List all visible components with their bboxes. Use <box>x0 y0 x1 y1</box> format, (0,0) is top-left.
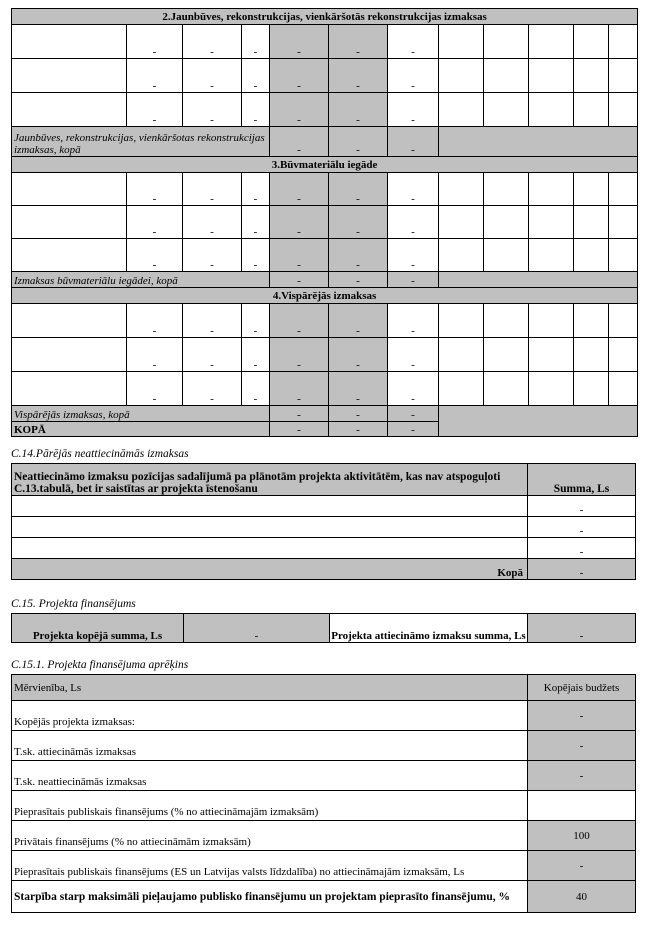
c151-diff-value: 40 <box>528 881 636 913</box>
item-name-cell[interactable] <box>12 173 127 206</box>
value-cell[interactable] <box>574 206 609 239</box>
value-cell[interactable]: - <box>242 93 270 127</box>
c151-row-label: T.sk. attiecināmās izmaksas <box>12 731 528 761</box>
value-cell: - <box>270 25 329 59</box>
blank-cell <box>439 406 638 437</box>
section-total-value: - <box>270 127 329 157</box>
section-total-value: - <box>270 272 329 288</box>
c15-eligible-value: - <box>528 614 636 643</box>
item-name-cell[interactable] <box>12 304 127 338</box>
c151-row <box>12 821 636 851</box>
value-cell[interactable]: - <box>183 239 242 272</box>
section-total-value: - <box>388 127 439 157</box>
value-cell: - <box>329 338 388 372</box>
section-title: 2.Jaunbūves, rekonstrukcijas, vienkāršotās rekonstrukcijas izmaksas <box>12 9 638 25</box>
blank-cell <box>439 127 638 157</box>
value-cell[interactable] <box>439 372 484 406</box>
value-cell[interactable]: - <box>388 206 439 239</box>
value-cell: - <box>329 25 388 59</box>
c14-sum-cell[interactable]: - <box>528 538 636 559</box>
c14-header-desc: Neattiecināmo izmaksu pozīcijas sadalījumā pa plānotām projekta aktivitātēm, kas nav atspoguļoti C.13.tabulā, bet ir saistītas ar projekta īstenošanu <box>12 464 528 496</box>
value-cell[interactable]: - <box>242 206 270 239</box>
item-name-cell[interactable] <box>12 239 127 272</box>
c15-total-value: - <box>184 614 330 643</box>
value-cell[interactable] <box>574 59 609 93</box>
c14-desc-cell[interactable] <box>12 496 528 517</box>
value-cell: - <box>329 239 388 272</box>
value-cell[interactable]: - <box>242 239 270 272</box>
c14-total-value: - <box>528 559 636 580</box>
value-cell[interactable]: - <box>242 372 270 406</box>
value-cell: - <box>270 372 329 406</box>
value-cell[interactable]: - <box>183 59 242 93</box>
c151-row <box>12 731 636 761</box>
value-cell[interactable] <box>609 93 638 127</box>
value-cell[interactable] <box>439 173 484 206</box>
value-cell[interactable] <box>484 25 529 59</box>
section-total-value: - <box>270 406 329 422</box>
value-cell[interactable] <box>609 239 638 272</box>
section-total-label: Izmaksas būvmateriālu iegādei, kopā <box>12 272 270 288</box>
value-cell[interactable]: - <box>183 338 242 372</box>
c151-row-label: Pieprasītais publiskais finansējums (% no attiecināmajām izmaksām) <box>12 791 528 821</box>
item-name-cell[interactable] <box>12 372 127 406</box>
section-title: 3.Būvmateriālu iegāde <box>12 157 638 173</box>
value-cell[interactable]: - <box>127 93 183 127</box>
c151-row-label: Pieprasītais publiskais finansējums (ES un Latvijas valsts līdzdalība) no attiecināmajām izmaksām, Ls <box>12 851 528 881</box>
cost-table <box>11 8 638 437</box>
section-total-label: Vispārējās izmaksas, kopā <box>12 406 270 422</box>
value-cell[interactable] <box>529 93 574 127</box>
value-cell[interactable] <box>484 93 529 127</box>
section-total-label: Jaunbūves, rekonstrukcijas, vienkāršotas rekonstrukcijas izmaksas, kopā <box>12 127 270 157</box>
value-cell[interactable]: - <box>183 372 242 406</box>
value-cell: - <box>329 304 388 338</box>
table-row <box>12 304 638 338</box>
value-cell[interactable]: - <box>127 173 183 206</box>
value-cell[interactable] <box>609 304 638 338</box>
value-cell[interactable]: - <box>242 173 270 206</box>
value-cell[interactable] <box>574 304 609 338</box>
table-row <box>12 173 638 206</box>
table-row <box>12 93 638 127</box>
table-row <box>12 25 638 59</box>
value-cell[interactable]: - <box>388 173 439 206</box>
table-row <box>12 338 638 372</box>
item-name-cell[interactable] <box>12 338 127 372</box>
c151-row-value[interactable]: 100 <box>528 821 636 851</box>
value-cell: - <box>329 206 388 239</box>
value-cell[interactable]: - <box>388 59 439 93</box>
c151-row <box>12 761 636 791</box>
value-cell[interactable] <box>609 338 638 372</box>
value-cell[interactable]: - <box>242 338 270 372</box>
value-cell: - <box>270 338 329 372</box>
value-cell[interactable]: - <box>388 239 439 272</box>
value-cell[interactable] <box>574 372 609 406</box>
c15-caption: C.15. Projekta finansējums <box>11 598 136 610</box>
value-cell[interactable] <box>439 25 484 59</box>
value-cell: - <box>270 59 329 93</box>
value-cell[interactable] <box>484 59 529 93</box>
value-cell[interactable]: - <box>183 304 242 338</box>
section-total-value: - <box>388 272 439 288</box>
value-cell[interactable] <box>439 239 484 272</box>
c14-sum-cell[interactable]: - <box>528 496 636 517</box>
value-cell[interactable]: - <box>388 338 439 372</box>
c14-desc-cell[interactable] <box>12 517 528 538</box>
value-cell[interactable]: - <box>127 372 183 406</box>
c14-header-sum: Summa, Ls <box>528 464 636 496</box>
value-cell[interactable] <box>574 25 609 59</box>
value-cell[interactable] <box>439 206 484 239</box>
section-total-value: - <box>329 272 388 288</box>
value-cell[interactable] <box>439 338 484 372</box>
item-name-cell[interactable] <box>12 93 127 127</box>
value-cell[interactable]: - <box>388 304 439 338</box>
c151-row <box>12 851 636 881</box>
c14-table <box>11 463 636 580</box>
c151-row-value[interactable]: - <box>528 731 636 761</box>
section-title: 4.Vispārējās izmaksas <box>12 288 638 304</box>
blank-cell <box>439 272 638 288</box>
value-cell[interactable] <box>574 239 609 272</box>
value-cell[interactable] <box>574 173 609 206</box>
value-cell[interactable] <box>609 372 638 406</box>
c151-row-value[interactable]: - <box>528 761 636 791</box>
c151-row-value[interactable]: - <box>528 851 636 881</box>
value-cell[interactable] <box>609 25 638 59</box>
value-cell[interactable] <box>484 206 529 239</box>
c151-caption: C.15.1. Projekta finansējuma aprēķins <box>11 659 189 671</box>
value-cell[interactable]: - <box>388 372 439 406</box>
value-cell[interactable]: - <box>183 173 242 206</box>
value-cell[interactable]: - <box>183 93 242 127</box>
grand-total-label: KOPĀ <box>12 422 270 437</box>
c151-row-label: T.sk. neattiecināmās izmaksas <box>12 761 528 791</box>
value-cell: - <box>329 173 388 206</box>
c151-row-label: Kopējās projekta izmaksas: <box>12 701 528 731</box>
c151-unit-label: Mērvienība, Ls <box>12 675 528 701</box>
table-row <box>12 372 638 406</box>
value-cell: - <box>329 372 388 406</box>
section-total-value: - <box>329 127 388 157</box>
value-cell[interactable]: - <box>183 206 242 239</box>
value-cell[interactable] <box>529 338 574 372</box>
c151-row-value[interactable] <box>528 791 636 821</box>
value-cell[interactable]: - <box>127 304 183 338</box>
value-cell[interactable] <box>529 59 574 93</box>
value-cell: - <box>270 173 329 206</box>
value-cell[interactable] <box>439 304 484 338</box>
c151-table <box>11 674 636 913</box>
value-cell[interactable] <box>484 173 529 206</box>
value-cell[interactable] <box>529 173 574 206</box>
c151-row-value[interactable]: - <box>528 701 636 731</box>
grand-total-value: - <box>388 422 439 437</box>
c14-caption: C.14.Pārējās neattiecināmās izmaksas <box>11 448 189 460</box>
value-cell[interactable] <box>484 372 529 406</box>
item-name-cell[interactable] <box>12 25 127 59</box>
value-cell[interactable]: - <box>388 93 439 127</box>
value-cell[interactable]: - <box>127 59 183 93</box>
value-cell[interactable] <box>529 25 574 59</box>
value-cell[interactable] <box>484 304 529 338</box>
c15-eligible-label: Projekta attiecināmo izmaksu summa, Ls <box>330 614 528 643</box>
table-row <box>12 239 638 272</box>
value-cell[interactable] <box>574 338 609 372</box>
c151-row <box>12 701 636 731</box>
grand-total-value: - <box>329 422 388 437</box>
value-cell[interactable]: - <box>127 206 183 239</box>
value-cell: - <box>329 59 388 93</box>
value-cell[interactable]: - <box>388 25 439 59</box>
c151-row-label: Privātais finansējums (% no attiecināmām izmaksām) <box>12 821 528 851</box>
value-cell[interactable] <box>529 239 574 272</box>
value-cell[interactable]: - <box>242 59 270 93</box>
value-cell[interactable]: - <box>183 25 242 59</box>
cost-table-body <box>12 9 638 437</box>
value-cell[interactable] <box>609 206 638 239</box>
value-cell[interactable] <box>439 59 484 93</box>
value-cell[interactable] <box>529 304 574 338</box>
value-cell[interactable] <box>439 93 484 127</box>
c151-row <box>12 791 636 821</box>
value-cell[interactable]: - <box>127 338 183 372</box>
item-name-cell[interactable] <box>12 206 127 239</box>
value-cell[interactable]: - <box>127 239 183 272</box>
value-cell[interactable] <box>529 372 574 406</box>
value-cell[interactable]: - <box>242 25 270 59</box>
grand-total-value: - <box>270 422 329 437</box>
value-cell: - <box>270 206 329 239</box>
value-cell[interactable] <box>529 206 574 239</box>
c151-diff-label: Starpība starp maksimāli pieļaujamo publisko finansējumu un projektam pieprasīto finansējumu, % <box>12 881 528 913</box>
c14-desc-cell[interactable] <box>12 538 528 559</box>
value-cell[interactable] <box>609 173 638 206</box>
c151-budget-header: Kopējais budžets <box>528 675 636 701</box>
section-total-value: - <box>388 406 439 422</box>
value-cell[interactable] <box>574 93 609 127</box>
value-cell: - <box>270 93 329 127</box>
value-cell[interactable]: - <box>127 25 183 59</box>
c14-total-label: Kopā <box>12 559 528 580</box>
table-row <box>12 59 638 93</box>
section-total-value: - <box>329 406 388 422</box>
item-name-cell[interactable] <box>12 59 127 93</box>
value-cell[interactable] <box>609 59 638 93</box>
c15-total-label: Projekta kopējā summa, Ls <box>12 614 184 643</box>
value-cell[interactable]: - <box>242 304 270 338</box>
value-cell[interactable] <box>484 239 529 272</box>
c15-table <box>11 613 636 643</box>
value-cell: - <box>270 239 329 272</box>
value-cell: - <box>270 304 329 338</box>
value-cell: - <box>329 93 388 127</box>
table-row <box>12 206 638 239</box>
c14-sum-cell[interactable]: - <box>528 517 636 538</box>
value-cell[interactable] <box>484 338 529 372</box>
c151-table-body <box>12 675 636 913</box>
